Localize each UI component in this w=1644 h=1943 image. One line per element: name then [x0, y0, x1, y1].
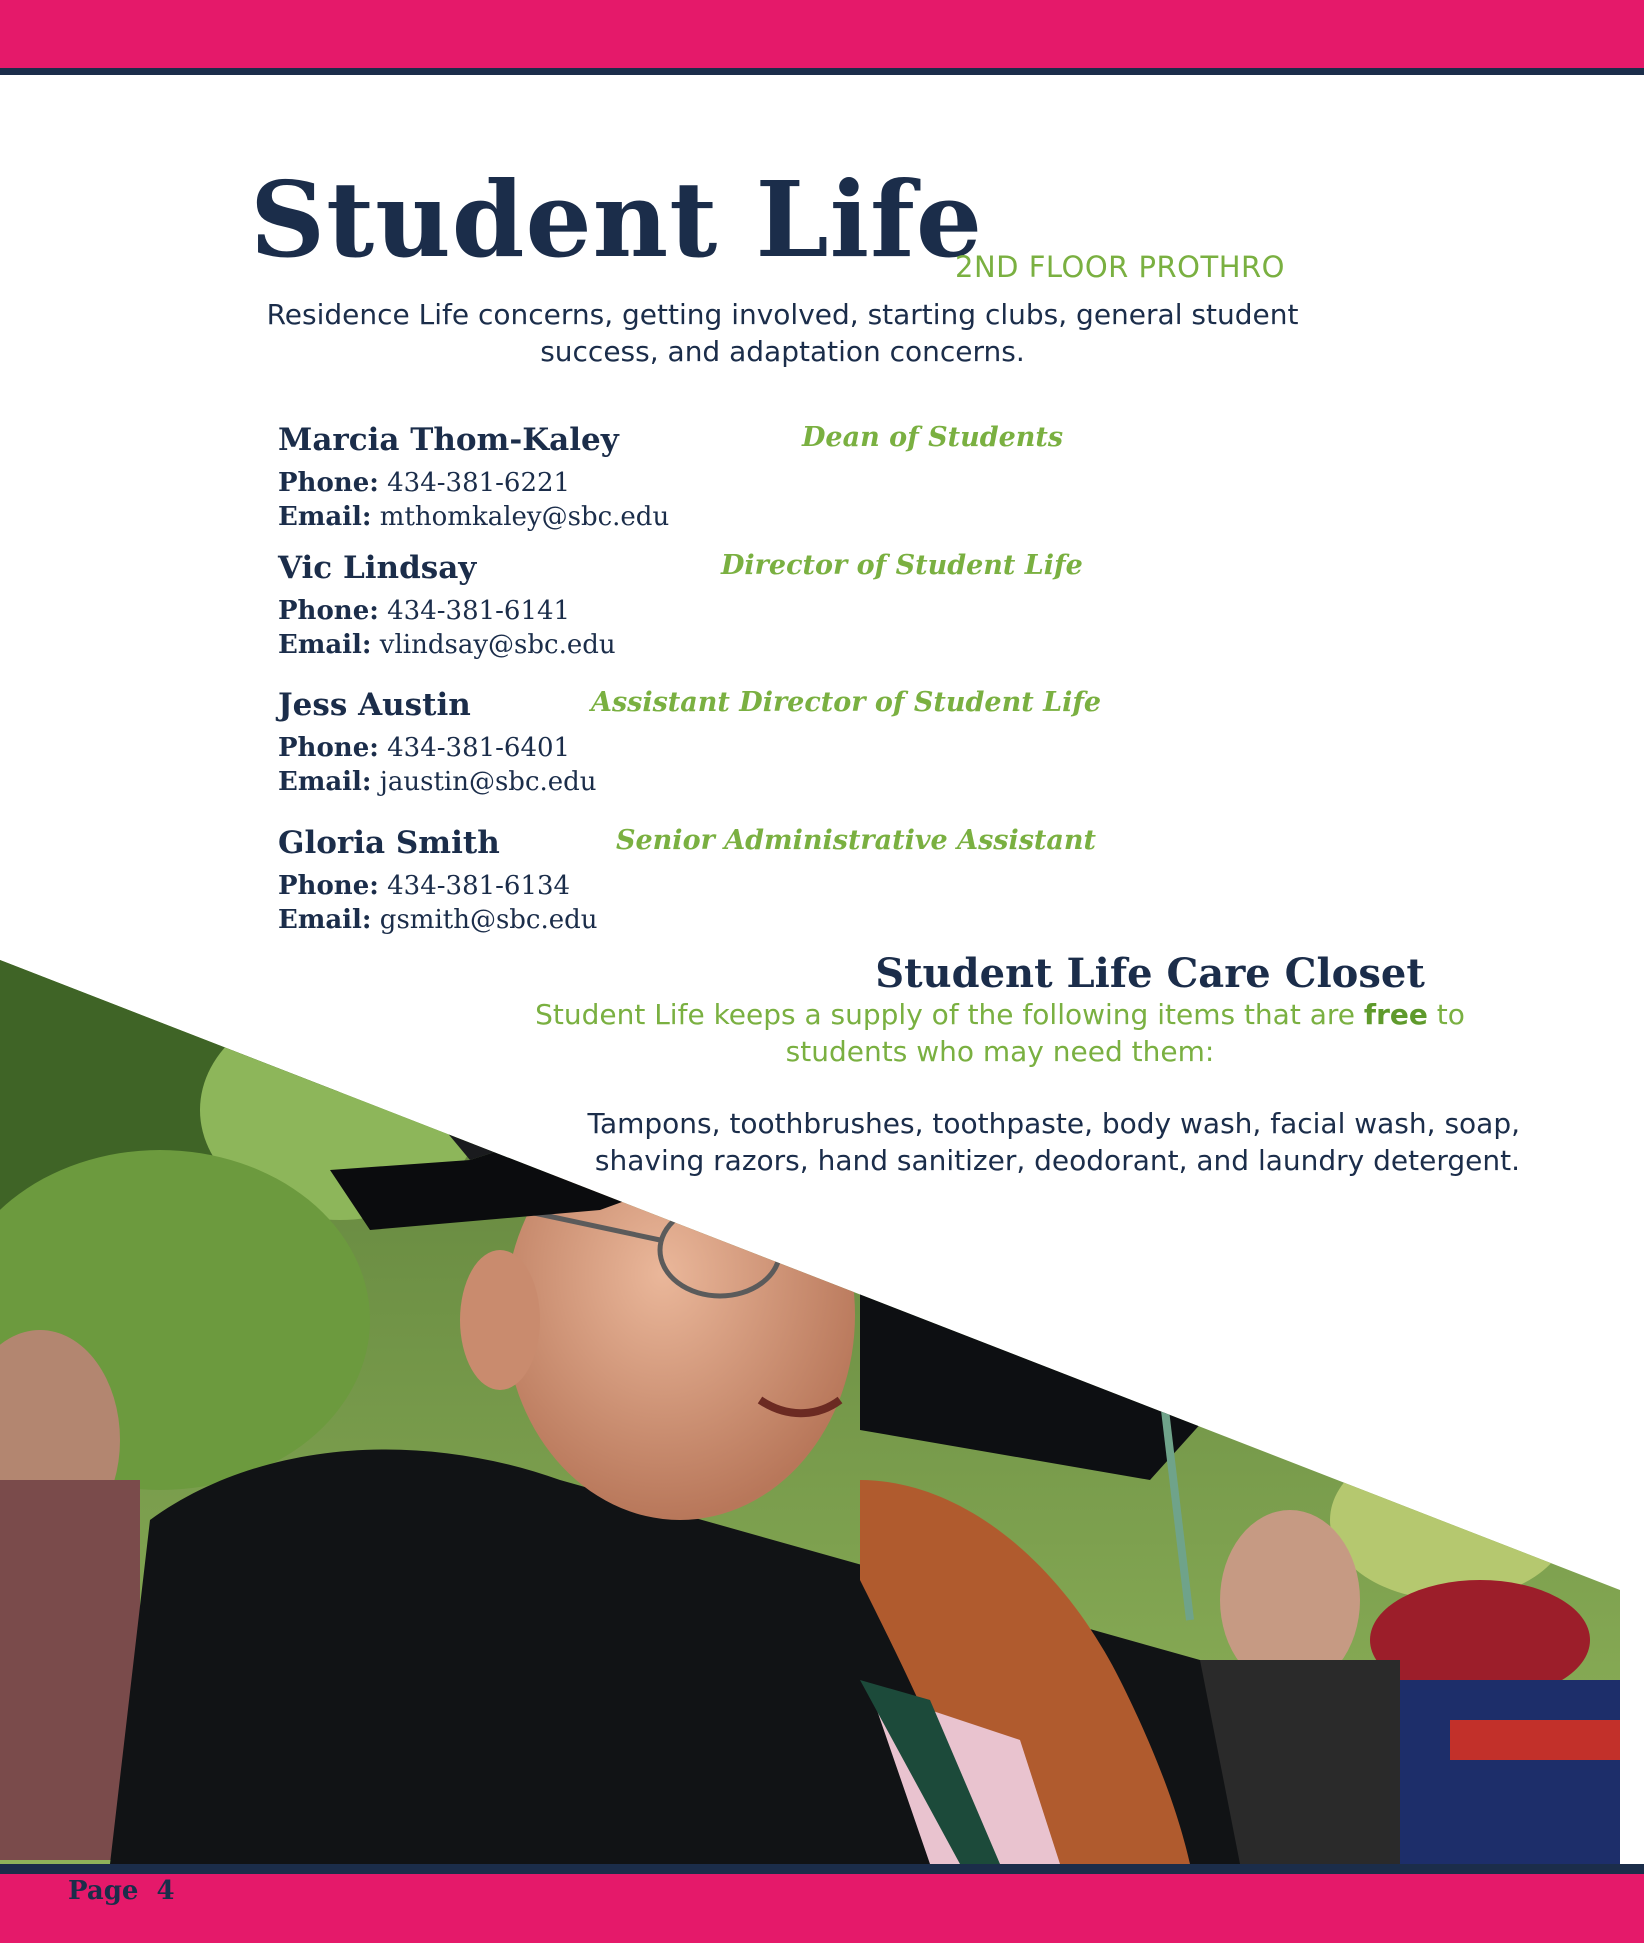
contact-name: Vic Lindsay [278, 550, 477, 586]
contact-role: Director of Student Life [721, 550, 1083, 581]
care-closet-intro-end: to students who may need them: [785, 998, 1465, 1068]
contact-role: Assistant Director of Student Life [591, 687, 1102, 718]
email-address[interactable]: vlindsay@sbc.edu [379, 630, 616, 660]
phone-label: Phone: [278, 871, 379, 901]
phone-label: Phone: [278, 596, 379, 626]
contact-email [278, 905, 598, 935]
contact-phone [278, 468, 570, 498]
contact-card [278, 825, 1098, 955]
graduation-photo [0, 960, 1644, 1864]
bottom-pink-band [0, 1874, 1644, 1943]
care-closet-free: free [1363, 998, 1428, 1031]
contact-card [278, 687, 1102, 817]
phone-number: 434-381-6401 [387, 733, 571, 763]
contact-card [278, 422, 1098, 552]
contact-name: Jess Austin [278, 687, 471, 723]
contact-email [278, 502, 669, 532]
bottom-navy-rule [0, 1864, 1644, 1874]
contact-email [278, 767, 597, 797]
email-address[interactable]: gsmith@sbc.edu [379, 905, 598, 935]
contact-role: Dean of Students [802, 422, 1064, 453]
phone-number: 434-381-6134 [387, 871, 571, 901]
email-address[interactable]: jaustin@sbc.edu [379, 767, 597, 797]
office-description: Residence Life concerns, getting involved, starting clubs, general student success, and adaptation concerns. [266, 298, 1299, 368]
care-closet-intro-start: Student Life keeps a supply of the following items that are [535, 998, 1364, 1031]
contact-name: Gloria Smith [278, 825, 500, 861]
phone-label: Phone: [278, 468, 379, 498]
email-label: Email: [278, 767, 372, 797]
office-location: 2ND FLOOR PROTHRO [955, 250, 1285, 284]
contact-phone [278, 733, 570, 763]
top-pink-band [0, 0, 1644, 68]
care-closet-title: Student Life Care Closet [875, 950, 1425, 997]
contact-phone [278, 596, 570, 626]
phone-number: 434-381-6141 [387, 596, 571, 626]
page-title: Student Life [250, 158, 984, 281]
email-label: Email: [278, 905, 372, 935]
contact-role: Senior Administrative Assistant [616, 825, 1097, 856]
phone-label: Phone: [278, 733, 379, 763]
phone-number: 434-381-6221 [387, 468, 571, 498]
care-closet-items: Tampons, toothbrushes, toothpaste, body wash, facial wash, soap, shaving razors, hand sanitizer, deodorant, and laundry detergent. [587, 1107, 1520, 1177]
top-navy-rule [0, 68, 1644, 75]
email-label: Email: [278, 630, 372, 660]
care-closet-intro [500, 996, 1500, 1070]
email-address[interactable]: mthomkaley@sbc.edu [379, 502, 670, 532]
email-label: Email: [278, 502, 372, 532]
contact-name: Marcia Thom-Kaley [278, 422, 619, 458]
page-number: Page 4 [68, 1876, 175, 1906]
contact-email [278, 630, 616, 660]
contact-card [278, 550, 1098, 680]
contact-phone [278, 871, 570, 901]
